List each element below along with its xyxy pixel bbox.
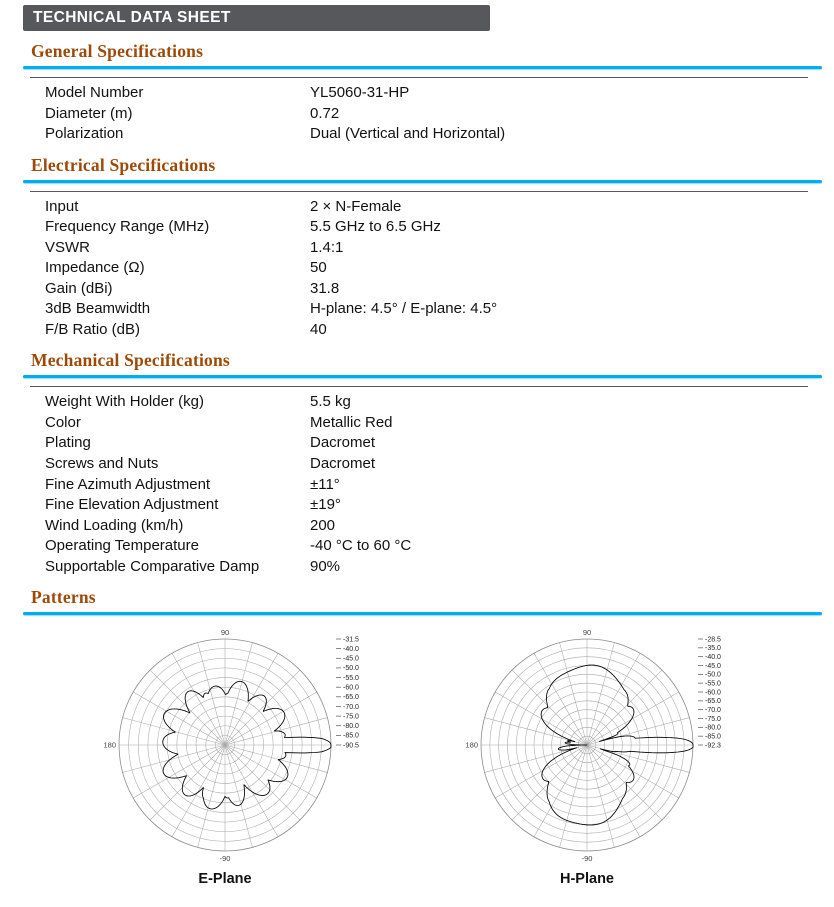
spec-value: 50 bbox=[310, 259, 327, 277]
spec-row bbox=[30, 217, 808, 238]
spec-value: 5.5 kg bbox=[310, 393, 351, 411]
spec-row bbox=[30, 191, 808, 217]
spec-label: Screws and Nuts bbox=[45, 454, 159, 472]
spec-value: 31.8 bbox=[310, 279, 340, 297]
spec-value: -40 °C to 60 °C bbox=[310, 537, 412, 555]
eplane-figure bbox=[75, 623, 437, 887]
svg-text:-40.0: -40.0 bbox=[343, 646, 359, 654]
spec-label: Gain (dBi) bbox=[45, 279, 113, 297]
spec-row bbox=[30, 557, 808, 578]
svg-text:-85.0: -85.0 bbox=[343, 732, 359, 740]
spec-table-mechanical bbox=[30, 386, 808, 577]
section-title-general: General Specifications bbox=[31, 41, 204, 61]
db-scale-labels bbox=[698, 636, 721, 749]
spec-row bbox=[30, 124, 808, 145]
spec-table-electrical bbox=[30, 191, 808, 341]
svg-text:-90: -90 bbox=[581, 854, 593, 864]
svg-text:-60.0: -60.0 bbox=[343, 684, 359, 692]
spec-label: Wind Loading (km/h) bbox=[45, 516, 184, 534]
spec-row bbox=[30, 433, 808, 454]
spec-label: Color bbox=[45, 413, 81, 431]
spec-label: Diameter (m) bbox=[45, 104, 133, 122]
spec-table-general bbox=[30, 77, 808, 145]
section-title-electrical: Electrical Specifications bbox=[31, 154, 216, 175]
svg-text:-55.0: -55.0 bbox=[343, 674, 359, 682]
hplane-polar-chart bbox=[437, 623, 799, 869]
spec-value: ±19° bbox=[310, 496, 341, 514]
spec-row bbox=[30, 515, 808, 536]
spec-label: Plating bbox=[45, 434, 91, 452]
svg-text:-80.0: -80.0 bbox=[343, 723, 359, 731]
svg-text:-45.0: -45.0 bbox=[705, 662, 721, 670]
svg-text:-35.0: -35.0 bbox=[705, 645, 721, 653]
section-title-patterns: Patterns bbox=[31, 587, 96, 608]
svg-text:-31.5: -31.5 bbox=[343, 636, 359, 644]
section-electrical bbox=[23, 155, 822, 341]
db-scale-labels bbox=[336, 636, 359, 749]
spec-value: Dual (Vertical and Horizontal) bbox=[310, 125, 506, 143]
spec-label: Operating Temperature bbox=[45, 537, 199, 555]
spec-label: F/B Ratio (dB) bbox=[45, 320, 141, 338]
svg-text:-90.5: -90.5 bbox=[343, 742, 359, 750]
spec-label: Polarization bbox=[45, 125, 124, 143]
spec-label: Input bbox=[45, 197, 79, 215]
spec-row bbox=[30, 413, 808, 434]
polar-grid bbox=[119, 639, 331, 851]
svg-text:-75.0: -75.0 bbox=[705, 715, 721, 723]
spec-row bbox=[30, 279, 808, 300]
svg-text:-45.0: -45.0 bbox=[343, 655, 359, 663]
svg-text:-65.0: -65.0 bbox=[705, 698, 721, 706]
svg-text:-90: -90 bbox=[219, 854, 231, 864]
section-patterns bbox=[23, 587, 822, 887]
spec-label: Fine Elevation Adjustment bbox=[45, 496, 219, 514]
svg-text:-92.3: -92.3 bbox=[705, 742, 721, 750]
accent-rule bbox=[23, 66, 822, 69]
spec-value: 0.72 bbox=[310, 104, 340, 122]
spec-value: 5.5 GHz to 6.5 GHz bbox=[310, 218, 441, 236]
accent-rule bbox=[23, 180, 822, 183]
svg-text:90: 90 bbox=[220, 628, 230, 638]
svg-text:-75.0: -75.0 bbox=[343, 713, 359, 721]
svg-text:180: 180 bbox=[103, 740, 116, 750]
spec-value: Dacromet bbox=[310, 434, 376, 452]
spec-label: Frequency Range (MHz) bbox=[45, 218, 210, 236]
spec-value: 2 × N-Female bbox=[310, 197, 402, 215]
svg-text:-60.0: -60.0 bbox=[705, 689, 721, 697]
accent-rule bbox=[23, 375, 822, 378]
spec-row bbox=[30, 495, 808, 516]
spec-label: VSWR bbox=[45, 238, 90, 256]
spec-value: H-plane: 4.5° / E-plane: 4.5° bbox=[310, 300, 498, 318]
svg-text:-65.0: -65.0 bbox=[343, 694, 359, 702]
svg-text:-80.0: -80.0 bbox=[705, 724, 721, 732]
svg-text:90: 90 bbox=[582, 628, 592, 638]
hplane-figure bbox=[437, 623, 799, 887]
svg-text:-28.5: -28.5 bbox=[705, 636, 721, 644]
spec-row bbox=[30, 103, 808, 124]
svg-text:-40.0: -40.0 bbox=[705, 654, 721, 662]
spec-row bbox=[30, 320, 808, 341]
spec-value: YL5060-31-HP bbox=[310, 84, 410, 101]
hplane-caption: H-Plane bbox=[560, 871, 614, 888]
eplane-caption: E-Plane bbox=[198, 871, 252, 888]
pattern-charts bbox=[23, 623, 822, 887]
spec-value: ±11° bbox=[310, 475, 340, 493]
spec-value: Dacromet bbox=[310, 454, 376, 472]
eplane-polar-chart bbox=[75, 623, 437, 869]
spec-label: Fine Azimuth Adjustment bbox=[45, 475, 211, 493]
spec-value: 200 bbox=[310, 516, 336, 534]
spec-value: 90% bbox=[310, 557, 341, 575]
spec-label: 3dB Beamwidth bbox=[45, 300, 151, 318]
svg-text:180: 180 bbox=[465, 740, 478, 750]
spec-label: Supportable Comparative Damp bbox=[45, 557, 260, 575]
spec-row bbox=[30, 237, 808, 258]
spec-row bbox=[30, 536, 808, 557]
section-mechanical bbox=[23, 350, 822, 577]
spec-row bbox=[30, 299, 808, 320]
svg-text:-50.0: -50.0 bbox=[705, 671, 721, 679]
spec-value: 40 bbox=[310, 320, 327, 338]
spec-value: 1.4:1 bbox=[310, 238, 344, 256]
svg-text:-70.0: -70.0 bbox=[343, 703, 359, 711]
spec-row bbox=[30, 258, 808, 279]
spec-label: Weight With Holder (kg) bbox=[45, 393, 204, 411]
svg-text:-85.0: -85.0 bbox=[705, 733, 721, 741]
svg-text:-50.0: -50.0 bbox=[343, 665, 359, 673]
page-title: TECHNICAL DATA SHEET bbox=[33, 9, 231, 26]
svg-text:-70.0: -70.0 bbox=[705, 707, 721, 715]
spec-label: Model Number bbox=[45, 84, 144, 101]
svg-text:-55.0: -55.0 bbox=[705, 680, 721, 688]
spec-value: Metallic Red bbox=[310, 413, 393, 431]
spec-row bbox=[30, 474, 808, 495]
accent-rule bbox=[23, 612, 822, 615]
spec-row bbox=[30, 454, 808, 475]
spec-label: Impedance (Ω) bbox=[45, 259, 145, 277]
section-title-mechanical: Mechanical Specifications bbox=[31, 350, 230, 371]
spec-row bbox=[30, 78, 808, 104]
header-bar bbox=[23, 5, 490, 31]
section-general bbox=[23, 41, 822, 145]
spec-row bbox=[30, 387, 808, 413]
